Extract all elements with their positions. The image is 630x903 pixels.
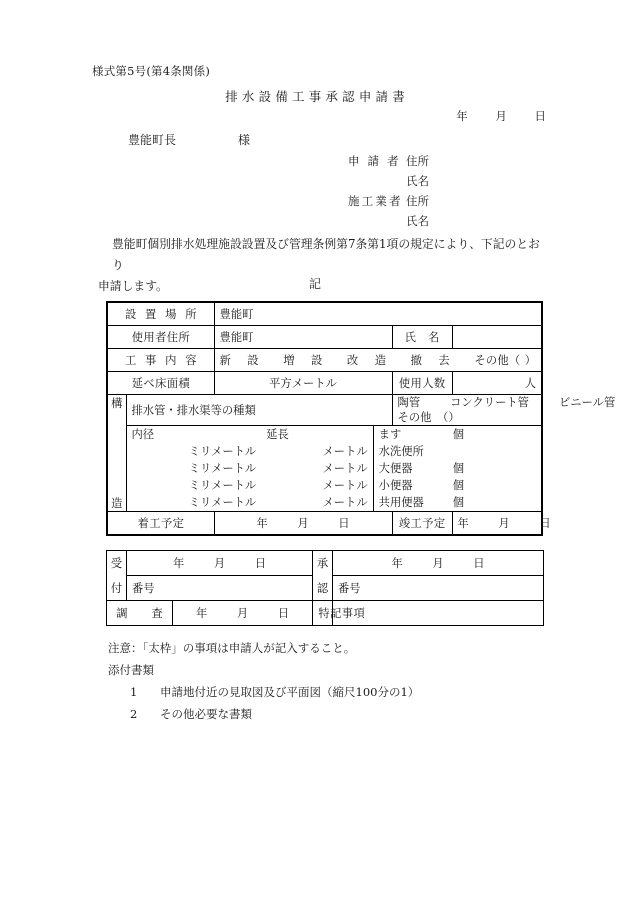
fixture-name-urinal: 小便器 xyxy=(378,479,413,492)
table-row-floor-area xyxy=(107,372,542,395)
document-title: 排水設備工事承認申請書 xyxy=(225,89,409,104)
work-content-options[interactable] xyxy=(214,349,542,372)
attachment-item xyxy=(108,703,419,725)
office-use-table xyxy=(106,550,544,626)
structure-detail-head-row xyxy=(127,426,542,443)
application-details-table xyxy=(106,301,616,536)
approval-label-bottom: 認 xyxy=(316,581,329,595)
applicant-name-label: 氏名 xyxy=(406,174,429,188)
pipe-kind-other-label[interactable]: その他 （ xyxy=(397,411,449,424)
applicant-address-label: 住所 xyxy=(406,154,429,168)
site-value[interactable]: 豊能町 xyxy=(214,302,542,326)
attachment-text-2: その他必要な書類 xyxy=(160,707,252,721)
start-year-label: 年 xyxy=(256,517,268,530)
structure-detail-row xyxy=(127,494,542,511)
structure-detail-row xyxy=(127,443,542,460)
user-address-value[interactable]: 豊能町 xyxy=(214,326,392,349)
pipe-kind-vinyl[interactable]: ビニール管 xyxy=(558,396,616,409)
pipe-kind-ceramic[interactable]: 陶管 xyxy=(397,396,421,409)
user-address-label: 使用者住所 xyxy=(107,326,214,349)
approval-vertical-label xyxy=(313,551,333,601)
structure-detail-cell xyxy=(126,426,542,512)
approval-year-label: 年 xyxy=(391,557,403,570)
survey-label: 調 査 xyxy=(107,601,173,626)
end-day-label: 日 xyxy=(539,517,551,530)
pipe-diameter-unit-1[interactable]: ミリメートル xyxy=(188,445,257,458)
caution-note: 注意：「太枠」の事項は申請人が記入すること。 xyxy=(108,641,356,655)
survey-year-label: 年 xyxy=(195,607,208,620)
length-label: 延長 xyxy=(261,426,373,443)
addressee-honorific: 様 xyxy=(238,133,251,147)
masu-label: ます xyxy=(378,428,402,441)
inner-diameter-label: 内径 xyxy=(131,428,155,441)
contractor-name-label: 氏名 xyxy=(406,214,429,228)
structure-detail-row xyxy=(127,460,542,477)
work-option-other-label[interactable]: その他（ xyxy=(474,354,521,367)
remarks-label: 特記事項 xyxy=(313,601,333,626)
attachment-text-1: 申請地付近の見取図及び平面図（縮尺100分の1） xyxy=(160,685,420,699)
ki-marker: 記 xyxy=(308,277,321,291)
receipt-number-label[interactable]: 番号 xyxy=(127,576,313,601)
start-day-label: 日 xyxy=(338,517,350,530)
table-row-survey xyxy=(107,601,544,626)
approval-number-label[interactable]: 番号 xyxy=(333,576,544,601)
table-row-work-content xyxy=(107,349,542,372)
structure-label-bottom: 造 xyxy=(111,497,123,510)
receipt-month-label: 月 xyxy=(213,557,226,570)
date-day-label: 日 xyxy=(534,109,546,123)
approval-label-top: 承 xyxy=(316,557,329,571)
pipe-diameter-unit-2[interactable]: ミリメートル xyxy=(188,462,257,475)
fixture-unit-urinal[interactable]: 個 xyxy=(452,479,465,492)
pipe-kind-concrete[interactable]: コンクリート管 xyxy=(450,396,529,409)
floor-area-unit[interactable]: 平方メートル xyxy=(214,372,392,395)
end-date-label: 竣工予定 xyxy=(392,512,452,536)
receipt-label-bottom: 付 xyxy=(110,581,123,595)
date-month-label: 月 xyxy=(495,109,507,123)
start-date-label: 着工予定 xyxy=(107,512,214,536)
receipt-label-top: 受 xyxy=(110,557,123,571)
approval-month-label: 月 xyxy=(432,557,444,570)
attachment-item xyxy=(108,681,419,703)
approval-date-value[interactable] xyxy=(333,551,544,576)
work-option-remove[interactable]: 撤 去 xyxy=(410,354,453,367)
receipt-day-label: 日 xyxy=(254,557,267,570)
table-row-receipt-date xyxy=(107,551,544,576)
party-row-contractor-name xyxy=(348,211,429,231)
pipe-length-unit-4[interactable]: メートル xyxy=(261,494,373,511)
user-count-unit[interactable]: 人 xyxy=(452,372,542,395)
flush-toilet-label: 水洗便所 xyxy=(378,445,424,458)
fixture-unit-shared[interactable]: 個 xyxy=(452,496,465,509)
pipe-kind-label: 排水管・排水渠等の種類 xyxy=(126,395,392,426)
work-content-label: 工 事 内 容 xyxy=(107,349,214,372)
date-year-label: 年 xyxy=(456,109,468,123)
contractor-label: 施工業者 xyxy=(348,194,403,208)
floor-area-label: 延べ床面積 xyxy=(107,372,214,395)
attachments-label: 添付書類 xyxy=(108,663,154,677)
survey-month-label: 月 xyxy=(236,607,249,620)
user-name-value[interactable] xyxy=(452,326,542,349)
party-row-applicant-address xyxy=(348,151,429,171)
party-row-contractor-address xyxy=(348,191,429,211)
start-date-value[interactable] xyxy=(214,512,392,536)
applicant-label: 申 請 者 xyxy=(348,154,401,168)
table-row-site xyxy=(107,302,542,326)
work-option-new[interactable]: 新 設 xyxy=(219,354,262,367)
masu-unit[interactable]: 個 xyxy=(452,428,465,441)
addressee-line xyxy=(128,131,250,148)
work-option-other-close: ） xyxy=(524,354,537,367)
end-date-value[interactable] xyxy=(452,512,551,536)
contractor-address-label: 住所 xyxy=(406,194,429,208)
work-option-remodel[interactable]: 改 造 xyxy=(346,354,389,367)
pipe-length-unit-3[interactable]: メートル xyxy=(261,477,373,494)
end-month-label: 月 xyxy=(498,517,510,530)
attachment-number-1: 1 xyxy=(130,685,138,699)
statement-line-1: 豊能町個別排水処理施設設置及び管理条例第7条第1項の規定により、下記のとおり xyxy=(112,237,540,272)
pipe-diameter-unit-3[interactable]: ミリメートル xyxy=(188,479,257,492)
table-row-user xyxy=(107,326,542,349)
approval-day-label: 日 xyxy=(473,557,485,570)
survey-date-value[interactable] xyxy=(173,601,313,626)
pipe-length-unit-2[interactable]: メートル xyxy=(261,460,373,477)
form-code: 様式第5号(第4条関係) xyxy=(92,64,211,78)
party-block xyxy=(348,151,429,231)
fixture-name-shared: 共用便器 xyxy=(378,496,424,509)
addressee-name: 豊能町長 xyxy=(128,133,177,147)
structure-label-top: 構 xyxy=(111,397,123,410)
receipt-year-label: 年 xyxy=(172,557,185,570)
submission-date-line xyxy=(456,108,546,124)
statement-line-2: 申請します。 xyxy=(98,279,168,293)
receipt-vertical-label xyxy=(107,551,127,601)
work-option-extend[interactable]: 増 設 xyxy=(283,354,325,367)
pipe-length-unit-1[interactable]: メートル xyxy=(261,443,373,460)
table-row-pipe-kind xyxy=(107,395,542,426)
table-row-schedule xyxy=(107,512,542,536)
fixture-unit-toilet[interactable]: 個 xyxy=(452,462,465,475)
receipt-date-value[interactable] xyxy=(127,551,313,576)
table-row-structure-detail xyxy=(107,426,542,512)
start-month-label: 月 xyxy=(297,517,309,530)
structure-detail-table xyxy=(127,426,542,511)
attachment-number-2: 2 xyxy=(130,707,138,721)
pipe-kind-other-close: ） xyxy=(448,411,460,424)
survey-day-label: 日 xyxy=(277,607,290,620)
party-row-applicant-name xyxy=(348,171,429,191)
structure-detail-row xyxy=(127,477,542,494)
footer-notes xyxy=(108,637,419,725)
pipe-diameter-unit-4[interactable]: ミリメートル xyxy=(188,496,257,509)
end-year-label: 年 xyxy=(457,517,469,530)
pipe-kind-options[interactable] xyxy=(392,395,616,426)
user-count-label: 使用人数 xyxy=(392,372,452,395)
fixture-name-toilet: 大便器 xyxy=(378,462,413,475)
user-name-label: 氏 名 xyxy=(392,326,452,349)
structure-vertical-label xyxy=(107,395,126,512)
site-label: 設 置 場 所 xyxy=(107,302,214,326)
